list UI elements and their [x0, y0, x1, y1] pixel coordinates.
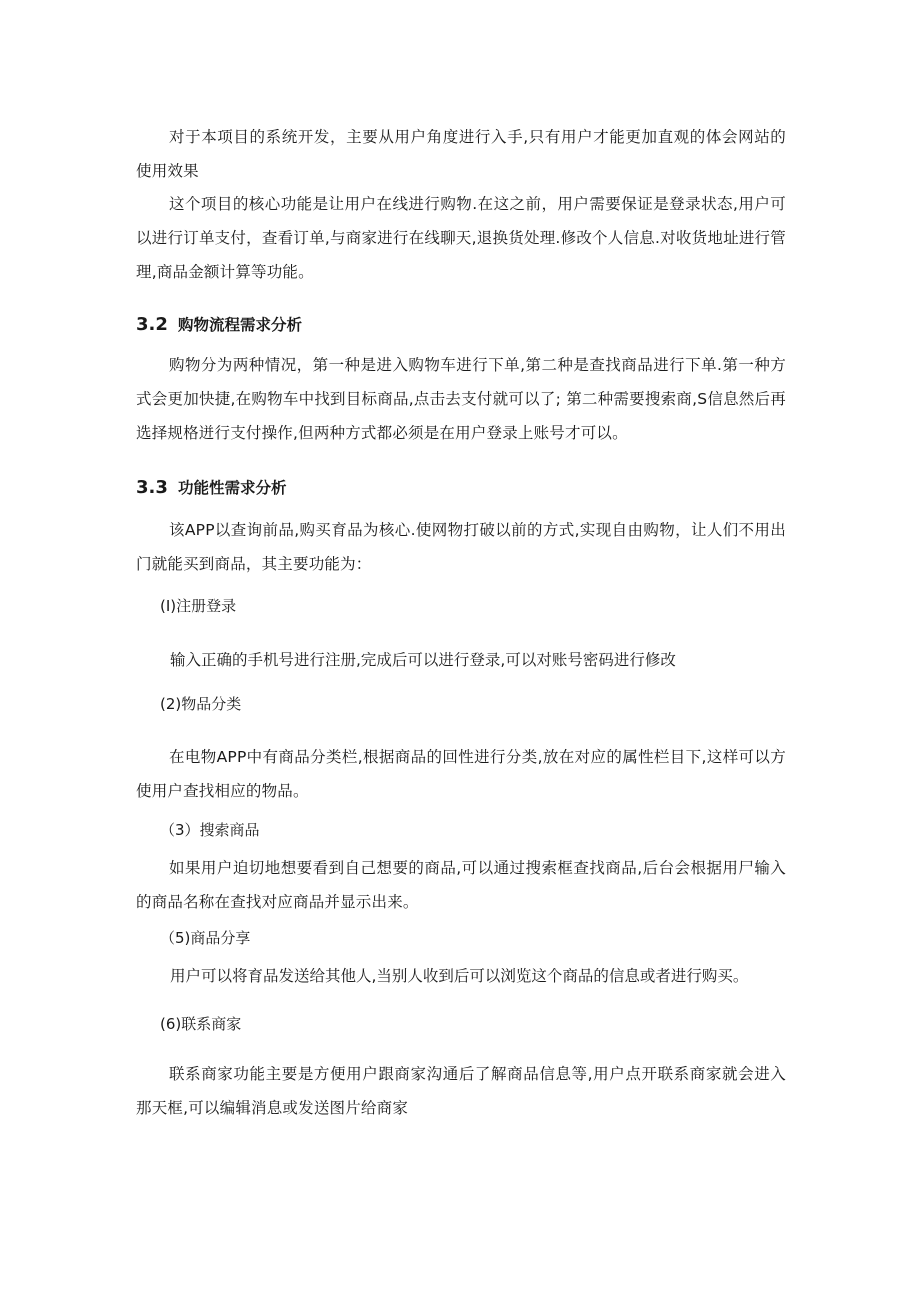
section-3-2-heading: [136, 315, 302, 335]
section-3-2-body: 购物分为两种情况，第一种是进入购物车进行下单,第二种是查找商品进行下单.第一种方式会更加快捷,在购物车中找到目标商品,点击去支付就可以了; 第二种需要搜索商,S信息然后再选择规格迸行支付操作,但两种方式都必须是在用户登录上账号才可以。: [136, 356, 786, 442]
feature-body-contact: 联系商家功能主要是方便用户跟商家沟通后了解商品信息等,用户点开联系商家就会进入那天框,可以编辑消息或发送图片给商家: [136, 1065, 786, 1117]
feature-title-share: （5)商品分享: [160, 929, 251, 947]
feature-title-search: （3）搜索商品: [160, 821, 260, 839]
section-3-2-number: 3.2: [136, 314, 168, 335]
feature-body-register: 输入正确的手机号进行注册,完成后可以进行登录,可以对账号密码进行修改: [170, 651, 676, 669]
feature-body-category: 在电物APP中有商品分类栏,根据商品的回性进行分类,放在对应的属性栏目下,这样可以方使用户查找相应的物品。: [136, 748, 786, 800]
intro-paragraph-2: 这个项目的核心功能是让用户在线进行购物.在这之前，用户需要保证是登录状态,用户可以进行订单支付，查看订单,与商家进行在线聊天,退换货处理.修改个人信息.对收货地址进行管理,商品金额计算等功能。: [136, 195, 786, 281]
section-3-3-heading: [136, 478, 287, 498]
feature-title-contact: (6)联系商家: [160, 1015, 242, 1033]
section-3-3-body: 该APP以查询前品,购买育品为核心.使网物打破以前的方式,实现自由购物，让人们不用出门就能买到商品，其主要功能为：: [136, 521, 786, 573]
intro-paragraph-1: 对于本项目的系统开发，主要从用户角度进行入手,只有用户才能更加直观的体会网站的使用效果: [136, 128, 786, 180]
feature-body-share: 用户可以将育品发送给其他人,当别人收到后可以浏览这个商品的信息或者进行购买。: [170, 967, 749, 985]
section-3-2-title: 购物流程需求分析: [178, 316, 303, 334]
section-3-3-title: 功能性需求分析: [178, 479, 287, 497]
feature-title-category: (2)物品分类: [160, 695, 242, 713]
feature-title-register: (I)注册登录: [160, 597, 237, 615]
feature-body-search: 如果用户迫切地想要看到自己想要的商品,可以通过搜索框查找商品,后台会根据用尸输入的商品名称在查找对应商品并显示出来。: [136, 859, 786, 911]
section-3-3-number: 3.3: [136, 477, 168, 498]
